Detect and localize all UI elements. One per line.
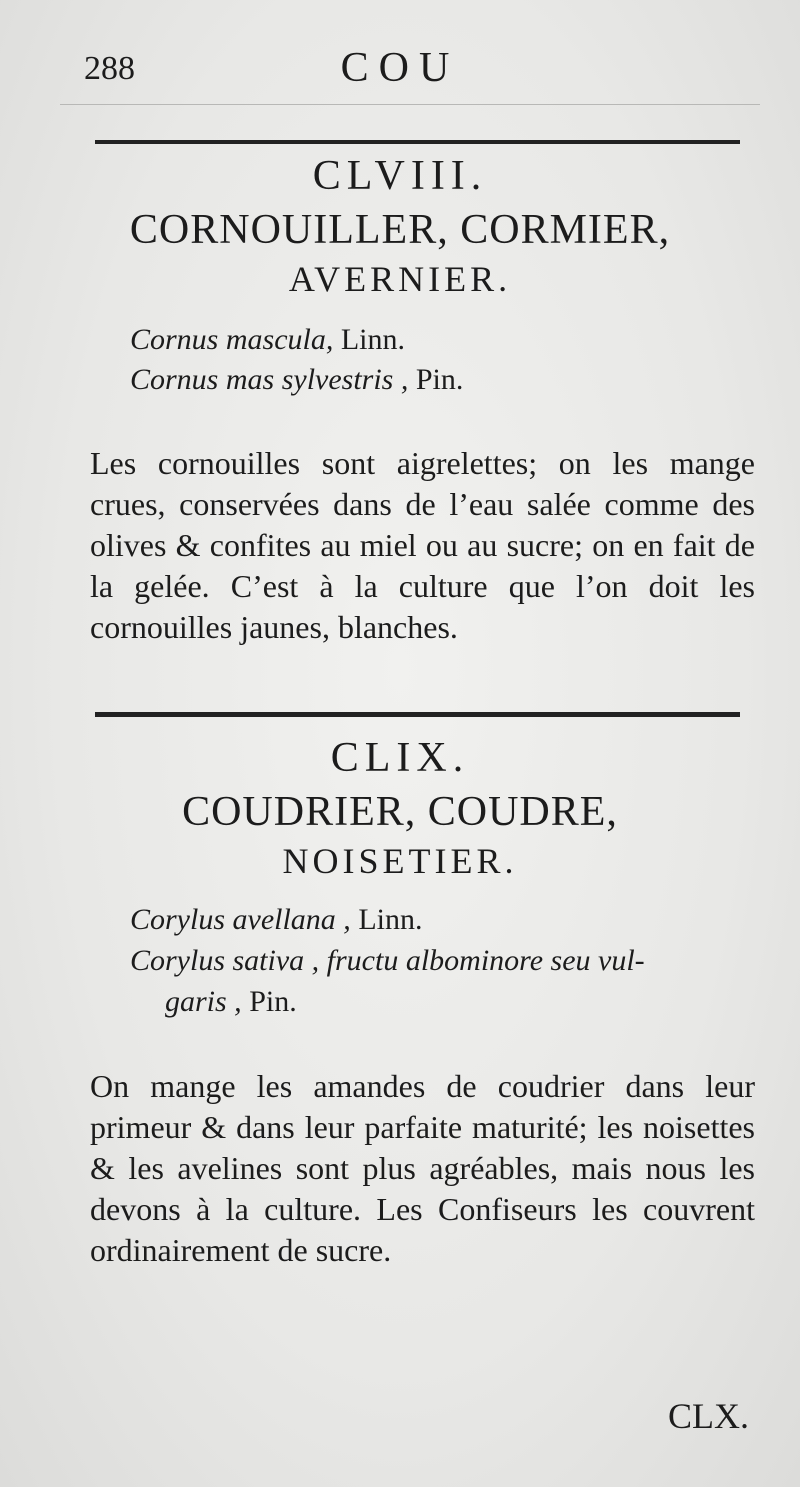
latin-name: garis , xyxy=(165,985,242,1018)
synonym-line xyxy=(165,984,297,1020)
page-number: 288 xyxy=(84,50,135,87)
section-text: Les cornouilles sont aigrelettes; on les mange crues, conservées dans de l’eau salée comme des olives & confites au miel ou au sucre; on en fait de la gelée. C’est à la culture que l’on doit les cornouilles jaunes, blanches. xyxy=(90,445,755,645)
top-rule xyxy=(95,140,740,144)
synonym-line xyxy=(130,943,645,979)
author-abbrev: Pin. xyxy=(241,985,297,1018)
synonym-line xyxy=(130,322,405,358)
section-title: COUDRIER, COUDRE, xyxy=(182,789,618,835)
section-text: On mange les amandes de coudrier dans leur primeur & dans leur parfaite maturité; les noisettes & les avelines sont plus agréables, mais nous les devons à la culture. Les Confiseurs les couvrent ordinairement de sucre. xyxy=(90,1068,755,1268)
author-abbrev: Pin. xyxy=(408,363,464,396)
author-abbrev: Linn. xyxy=(333,323,406,356)
section-divider xyxy=(95,712,740,717)
latin-name: Corylus avellana , xyxy=(130,903,351,936)
section-numeral: CLVIII. xyxy=(312,153,488,199)
latin-name: Cornus mascula, xyxy=(130,323,334,356)
page-header xyxy=(0,44,800,104)
section-heading xyxy=(0,152,800,300)
section-numeral: CLIX. xyxy=(330,735,470,781)
synonym-line xyxy=(130,362,463,398)
running-head: COU xyxy=(340,45,460,91)
synonym-line xyxy=(130,902,422,938)
section-heading xyxy=(0,734,800,882)
header-rule xyxy=(60,104,760,105)
catchword: CLX. xyxy=(668,1396,749,1436)
latin-name: Corylus sativa , fructu albominore seu vul- xyxy=(130,944,645,977)
section-subtitle: NOISETIER. xyxy=(282,841,518,881)
latin-name: Cornus mas sylvestris , xyxy=(130,363,409,396)
section-title: CORNOUILLER, CORMIER, xyxy=(129,207,671,253)
section-subtitle: AVERNIER. xyxy=(288,259,512,299)
author-abbrev: Linn. xyxy=(350,903,423,936)
